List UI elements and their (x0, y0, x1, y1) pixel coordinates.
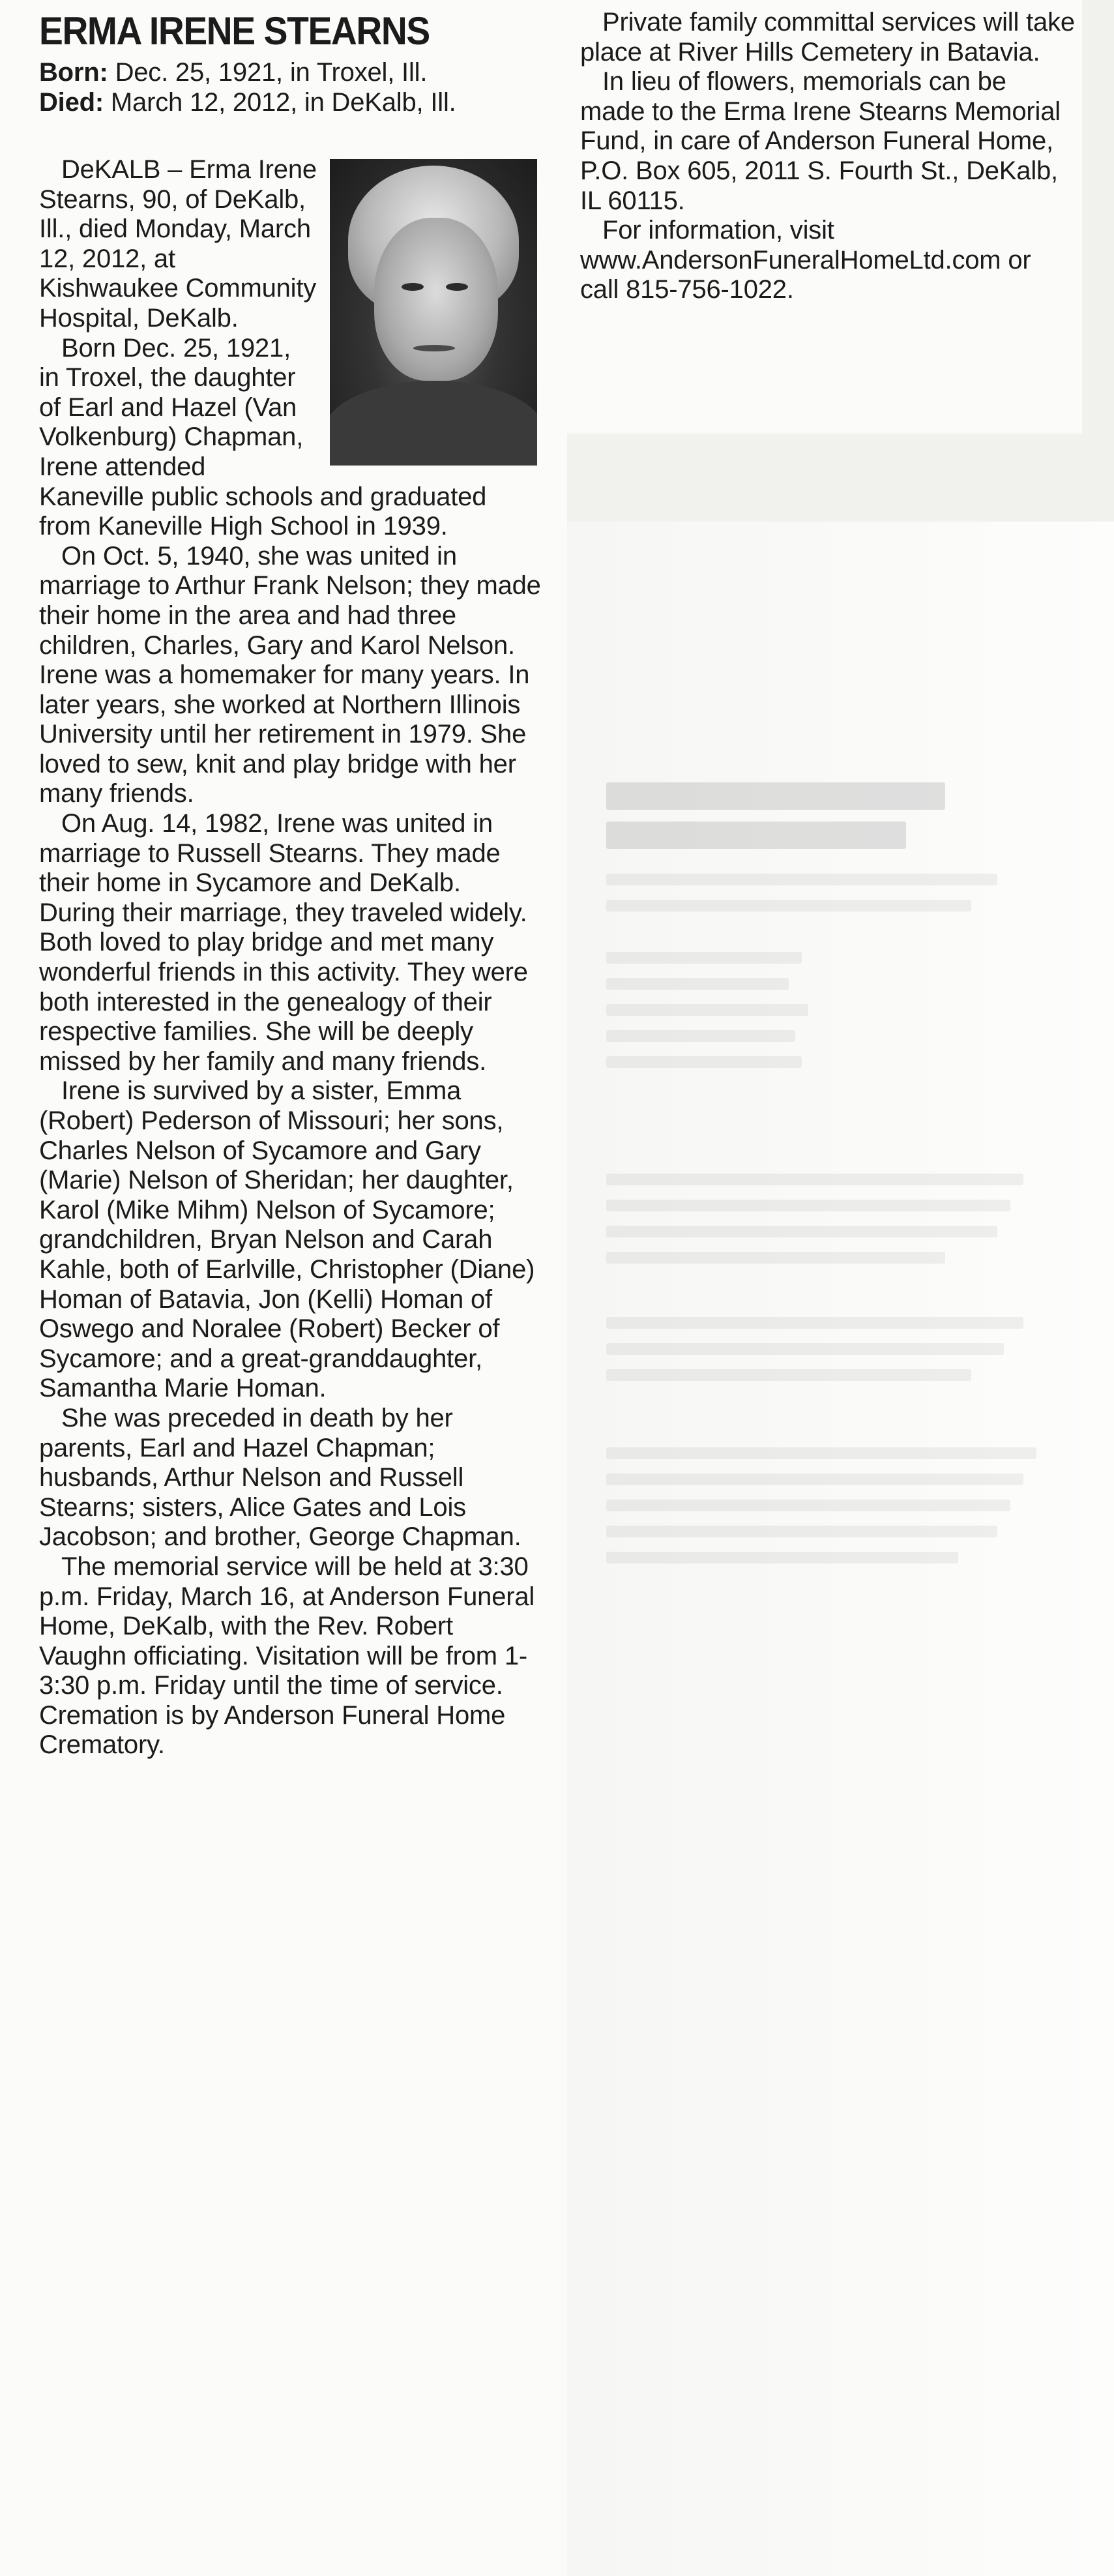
born-label: Born: (39, 58, 108, 87)
obituary-headline: ERMA IRENE STEARNS (39, 9, 430, 53)
obituary-left-column (39, 8, 541, 1760)
obituary-paragraph: On Aug. 14, 1982, Irene was united in marriage to Russell Stearns. They made their home in Sycamore and DeKalb. During their marriage, they traveled widely. Both loved to play bridge and met many wonderful friends in this activity. They were both interested in the genealogy of their respective families. She will be deeply missed by her family and many friends. (39, 809, 528, 1076)
obituary-paragraph: DeKALB – Erma Irene Stearns, 90, of DeKalb, Ill., died Monday, March 12, 2012, at Kishwaukee Community Hospital, DeKalb. (39, 155, 317, 333)
obituary-paragraph: In lieu of flowers, memorials can be made to the Erma Irene Stearns Memorial Fund, in care of Anderson Funeral Home, P.O. Box 605, 2011 S. Fourth St., DeKalb, IL 60115. (580, 67, 1061, 215)
faded-adjacent-obituary-bleedthrough (567, 522, 1114, 2576)
spacer (39, 117, 541, 155)
photo-right-eye (446, 283, 468, 291)
obituary-paragraph: She was preceded in death by her parents, Earl and Hazel Chapman; husbands, Arthur Nelson and Russell Stearns; sisters, Alice Gates and Lois Jacobson; and brother, George Chapman. (39, 1403, 521, 1552)
born-value: Dec. 25, 1921, in Troxel, Ill. (108, 58, 428, 87)
obituary-paragraph: Irene is survived by a sister, Emma (Robert) Pederson of Missouri; her sons, Charles Nelson of Sycamore and Gary (Marie) Nelson of Sheridan; her daughter, Karol (Mike Mihm) Nelson of Sycamore; grandchildren, Bryan Nelson and Carah Kahle, both of Earlville, Christopher (Diane) Homan of Batavia, Jon (Kelli) Homan of Oswego and Noralee (Robert) Becker of Sycamore; and a great-granddaughter, Samantha Marie Homan. (39, 1076, 535, 1403)
obituary-right-column (580, 8, 1076, 305)
obituary-paragraph: For information, visit www.AndersonFuneralHomeLtd.com or call 815-756-1022. (580, 216, 1031, 304)
died-label: Died: (39, 88, 104, 117)
born-line (39, 57, 541, 87)
portrait-photo (330, 159, 537, 466)
died-value: March 12, 2012, in DeKalb, Ill. (104, 88, 456, 117)
died-line (39, 87, 541, 117)
photo-left-eye (402, 283, 424, 291)
obituary-paragraph: Born Dec. 25, 1921, in Troxel, the daughter of Earl and Hazel (Van Volkenburg) Chapman, Irene attended Kaneville public schools and graduated from Kaneville High School in 1939. (39, 333, 487, 541)
photo-face (374, 218, 498, 381)
obituary-paragraph: Private family committal services will take place at River Hills Cemetery in Batavia. (580, 8, 1075, 67)
photo-mouth (413, 345, 455, 351)
photo-shoulders (330, 381, 537, 466)
obituary-paragraph: The memorial service will be held at 3:30 p.m. Friday, March 16, at Anderson Funeral Home, DeKalb, with the Rev. Robert Vaughn officiating. Visitation will be from 1-3:30 p.m. Friday until the time of service. Cremation is by Anderson Funeral Home Crematory. (39, 1552, 535, 1760)
obituary-paragraph: On Oct. 5, 1940, she was united in marriage to Arthur Frank Nelson; they made their home in the area and had three children, Charles, Gary and Karol Nelson. Irene was a homemaker for many years. In later years, she worked at Northern Illinois University until her retirement in 1979. She loved to sew, knit and play bridge with her many friends. (39, 541, 541, 808)
